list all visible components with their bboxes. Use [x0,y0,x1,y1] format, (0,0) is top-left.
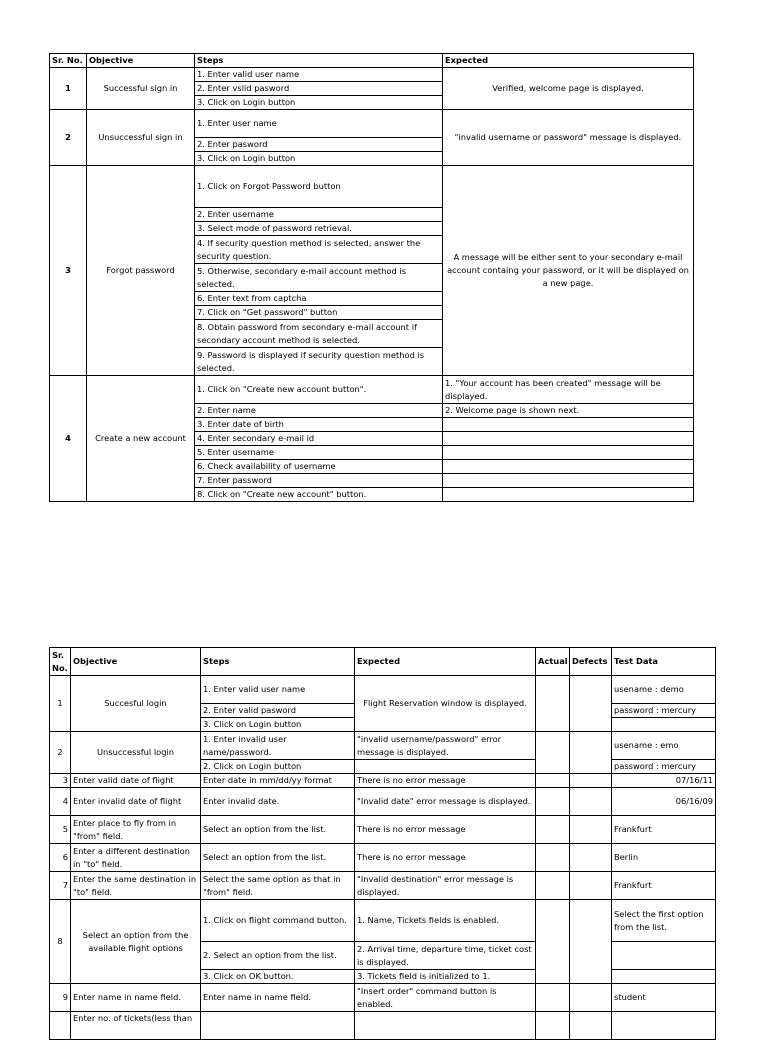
defects [570,788,612,816]
table-row [50,872,716,900]
empty-cell [612,942,716,970]
step: 2. Enter vslid pasword [195,82,443,96]
objective: Create a new account [87,376,195,502]
actual [536,900,570,984]
header-steps: Steps [195,54,443,68]
table-row [50,1012,716,1040]
defects [570,774,612,788]
sr-no: 1 [50,676,71,732]
objective: Enter name in name field. [71,984,201,1012]
step: 2. Enter valid pasword [201,704,355,718]
sr-no [50,1012,71,1040]
step [201,1012,355,1040]
step: 1. Enter user name [195,110,443,138]
test-data [612,1012,716,1040]
expected: 2. Welcome page is shown next. [443,404,694,418]
expected: Verified, welcome page is displayed. [443,68,694,110]
objective: Enter a different destination in "to" field. [71,844,201,872]
expected: There is no error message [355,844,536,872]
actual [536,872,570,900]
sr-no: 7 [50,872,71,900]
header-sr-no: Sr. No. [50,54,87,68]
expected: "invalid username/password" error message is displayed. [355,732,536,760]
actual [536,1012,570,1040]
test-data: usename : demo [612,676,716,704]
header-expected: Expected [443,54,694,68]
table-header-row [50,648,716,676]
test-case-table-signin [49,53,694,502]
step: 1. Click on Forgot Password button [195,166,443,208]
step: 2. Select an option from the list. [201,942,355,970]
table-row [50,788,716,816]
expected: "Insert order" command button is enabled. [355,984,536,1012]
step: 1. Click on flight command button. [201,900,355,942]
sr-no: 1 [50,68,87,110]
expected [355,1012,536,1040]
step: Select an option from the list. [201,844,355,872]
table-row [50,166,694,208]
test-case-table-flight [49,647,716,1040]
test-data: password : mercury [612,704,716,718]
empty-cell [355,760,536,774]
sr-no: 2 [50,732,71,774]
step: 9. Password is displayed if security question method is selected. [195,348,443,376]
expected: A message will be either sent to your secondary e-mail account containg your password, or it will be displayed on a new page. [443,166,694,376]
header-sr-no: Sr. No. [50,648,71,676]
table-row [50,984,716,1012]
expected: There is no error message [355,774,536,788]
sr-no: 4 [50,376,87,502]
empty-cell [612,718,716,732]
step: 6. Enter text from captcha [195,292,443,306]
actual [536,984,570,1012]
objective: Successful sign in [87,68,195,110]
defects [570,844,612,872]
step: Enter invalid date. [201,788,355,816]
sr-no: 3 [50,774,71,788]
step: 7. Enter password [195,474,443,488]
step: 1. Enter invalid user name/password. [201,732,355,760]
table-row [50,816,716,844]
sr-no: 4 [50,788,71,816]
test-data: usename : emo [612,732,716,760]
step: 1. Enter valid user name [195,68,443,82]
empty-cell [443,460,694,474]
empty-cell [443,474,694,488]
table-row [50,676,716,704]
table-row [50,110,694,138]
test-data: 06/16/09 [612,788,716,816]
objective: Enter no. of tickets(less than [71,1012,201,1040]
sr-no: 9 [50,984,71,1012]
expected: "invalid username or password" message is displayed. [443,110,694,166]
expected: Flight Reservation window is displayed. [355,676,536,732]
header-defects: Defects [570,648,612,676]
expected: There is no error message [355,816,536,844]
empty-cell [612,970,716,984]
empty-cell [443,488,694,502]
step: 3. Select mode of password retrieval. [195,222,443,236]
objective: Enter invalid date of flight [71,788,201,816]
objective: Select an option from the available flight options [71,900,201,984]
expected: "Invalid date" error message is displayed. [355,788,536,816]
table-row [50,376,694,404]
test-data: Select the first option from the list. [612,900,716,942]
step: 1. Click on "Create new account button". [195,376,443,404]
step: 4. Enter secondary e-mail id [195,432,443,446]
header-actual: Actual [536,648,570,676]
actual [536,676,570,732]
step: 3. Click on Login button [201,718,355,732]
actual [536,732,570,774]
objective: Enter the same destination in "to" field. [71,872,201,900]
actual [536,774,570,788]
step: 2. Enter username [195,208,443,222]
expected: 2. Arrival time, departure time, ticket cost is displayed. [355,942,536,970]
defects [570,984,612,1012]
header-objective: Objective [87,54,195,68]
step: Select an option from the list. [201,816,355,844]
table-row [50,844,716,872]
step: Select the same option as that in "from" field. [201,872,355,900]
objective: Unsuccessful login [71,732,201,774]
expected: "Invalid destination" error message is displayed. [355,872,536,900]
test-data: password : mercury [612,760,716,774]
defects [570,900,612,984]
table-row [50,68,694,82]
step: 3. Enter date of birth [195,418,443,432]
step: 2. Click on Login button [201,760,355,774]
header-steps: Steps [201,648,355,676]
table-row [50,732,716,760]
defects [570,732,612,774]
step: Enter name in name field. [201,984,355,1012]
actual [536,844,570,872]
header-objective: Objective [71,648,201,676]
expected: 3. Tickets field is initialized to 1. [355,970,536,984]
step: 3. Click on Login button [195,96,443,110]
defects [570,1012,612,1040]
sr-no: 5 [50,816,71,844]
table-row [50,900,716,942]
sr-no: 2 [50,110,87,166]
sr-no: 6 [50,844,71,872]
expected: 1. Name, Tickets fields is enabled. [355,900,536,942]
expected: 1. "Your account has been created" message will be displayed. [443,376,694,404]
empty-cell [443,432,694,446]
step: 5. Enter username [195,446,443,460]
step: 8. Click on "Create new account" button. [195,488,443,502]
step: Enter date in mm/dd/yy format [201,774,355,788]
objective: Unsuccessful sign in [87,110,195,166]
test-data: Frankfurt [612,872,716,900]
defects [570,872,612,900]
objective: Succesful login [71,676,201,732]
sr-no: 8 [50,900,71,984]
header-test-data: Test Data [612,648,716,676]
empty-cell [443,446,694,460]
step: 7. Click on "Get password" button [195,306,443,320]
test-data: 07/16/11 [612,774,716,788]
header-expected: Expected [355,648,536,676]
test-data: Berlin [612,844,716,872]
step: 3. Click on OK button. [201,970,355,984]
step: 5. Otherwise, secondary e-mail account method is selected. [195,264,443,292]
defects [570,816,612,844]
step: 3. Click on Login button [195,152,443,166]
objective: Enter valid date of flight [71,774,201,788]
step: 4. If security question method is selected, answer the security question. [195,236,443,264]
empty-cell [443,418,694,432]
actual [536,788,570,816]
defects [570,676,612,732]
table-header-row [50,54,694,68]
step: 8. Obtain password from secondary e-mail account if secondary account method is selected. [195,320,443,348]
step: 1. Enter valid user name [201,676,355,704]
step: 2. Enter name [195,404,443,418]
objective: Forgot password [87,166,195,376]
step: 2. Enter pasword [195,138,443,152]
objective: Enter place to fly from in "from" field. [71,816,201,844]
test-data: Frankfurt [612,816,716,844]
step: 6. Check availability of username [195,460,443,474]
table-row [50,774,716,788]
actual [536,816,570,844]
sr-no: 3 [50,166,87,376]
test-data: student [612,984,716,1012]
